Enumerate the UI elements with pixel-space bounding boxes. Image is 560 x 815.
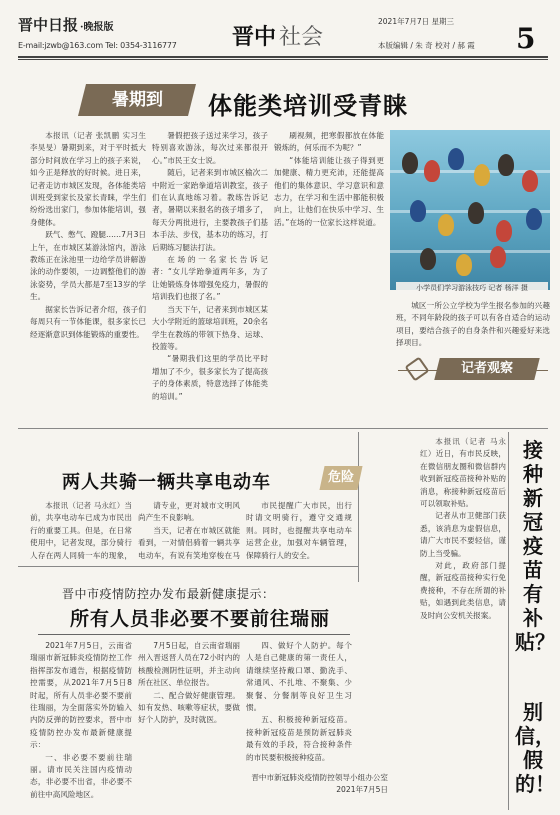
story1-paragraph: 暑假把孩子送过来学习，孩子特别喜欢游泳，每次过来都很开心。”市民王女士说。	[152, 131, 268, 165]
story2-paragraph	[30, 500, 132, 562]
story3-paragraph: 一、非必要不要前往瑞丽。请市民关注国内疫情动态，非必要不出省，非必要不前往中高风险地区。	[30, 752, 132, 799]
story3-paragraph: 2021年7月5日，云南省瑞丽市新冠肺炎疫情防控工作指挥部发布通告，根据疫情防控需要，从2021年7月5日8时起，所有人员非必要不要前往瑞丽，为全面落实外防输入内防反弹的防控要求，晋中市疫情防控办发布最新健康提示：	[30, 641, 132, 750]
contact-line: E-mail:jzwb@163.com Tel: 0354-3116777	[18, 41, 177, 50]
section-divider	[18, 428, 548, 429]
section-subname: 社会	[279, 25, 324, 50]
swimmer-figure	[526, 208, 542, 230]
story2-paragraph: 市民提醒广大市民，出行时请文明骑行，遵守交通规则。同时，也提醒共享电动车运营企业，加强对车辆管理，保障骑行人的安全。	[246, 501, 352, 560]
swimmer-figure	[474, 164, 490, 186]
story2-paragraph: 请专业，更对城市文明风尚产生不良影响。	[138, 501, 240, 523]
story1-title: 体能类培训受青睐	[208, 92, 408, 120]
story1-badge-label: 暑期到	[111, 90, 163, 110]
story1-paragraph: 刷视频，把寒假都放在体能锻炼的，何乐而不为呢？”	[274, 131, 384, 153]
story1-paragraph: 当天下午，记者来到市城区某大小学附近的篮球培训班，20余名学生在教练的带领下热身、运球、投篮等。	[152, 304, 268, 351]
story4-vertical-subtitle: 别信，假的！	[515, 700, 555, 796]
swimmer-figure	[420, 248, 436, 270]
masthead	[0, 0, 560, 62]
story2-danger-label: 危险	[327, 470, 354, 485]
story4-byline: 本报讯（记者 马永红）	[420, 437, 506, 459]
issue-date: 2021年7月7日 星期三	[378, 17, 455, 26]
section-name: 晋中	[232, 25, 277, 50]
masthead-rule-thin	[18, 59, 548, 60]
swimmer-figure	[410, 200, 426, 222]
story1-byline-text: 本报讯（记者 张凯鹏 实习生 李昊旻）	[30, 131, 146, 153]
story3-kicker: 晋中市疫情防控办发布最新健康提示：	[62, 587, 275, 601]
observer-tag	[434, 358, 539, 380]
story1-paragraph: 跃气、憋气、蹬腿……7月3日上午，在市城区某游泳馆内，游泳教练正在泳池里一边给学员讲解游泳的动作要领，一边调整他们的游泳姿势，学员大都是7至13岁的学生。	[30, 230, 146, 302]
story3-signature: 晋中市新冠肺炎疫情防控领导小组办公室 2021年7月5日	[251, 773, 388, 794]
column-divider	[508, 432, 509, 810]
pen-icon	[404, 356, 429, 381]
observer-tag-label: 记者观察	[460, 361, 513, 376]
story1-paragraph: 城区一所公立学校为学生报名参加的兴趣班，不同年龄段的孩子可以有各自适合的运动项目，要结合孩子的自身条件和兴趣爱好来选择项目。	[396, 301, 550, 348]
brand-name: 晋中日报	[18, 16, 79, 34]
swimmer-figure	[468, 202, 484, 224]
story1-paragraph: 在场的一名家长告诉记者：“女儿学跆拳道两年多，为了让她锻炼身体增强免疫力，暑假的培训我们也报了名。”	[152, 255, 268, 302]
story4-paragraph: 对此，政府部门提醒，新冠疫苗接种实行免费接种，不存在所谓的补贴，如遇到此类信息，请及时向公安机关报案。	[420, 561, 506, 620]
story2-column-2	[138, 500, 240, 562]
story2-text: 当前，共享电动车已成为市民出行的重要工具。但是，在日常使用中，记者发现，部分骑行人存在两人同骑一车的现象，	[30, 501, 132, 560]
story4-paragraph: 记者从市卫健部门获悉，该消息为虚假信息，请广大市民不要轻信，谨防上当受骗。	[420, 511, 506, 558]
story2-danger-tag	[319, 466, 362, 490]
story2-byline: 本报讯（记者 马永红）	[45, 501, 125, 510]
story1-paragraph: 据家长告诉记者介绍，孩子们每周只有一节体能课，很多家长已经逐渐意识到体能锻炼的重要性。	[30, 304, 146, 339]
story1-column-1	[30, 130, 146, 414]
swimmer-figure	[438, 214, 454, 236]
story2-paragraph: 当天，记者在市城区就能看到，一对情侣骑着一辆共享电动车，有说有笑地穿梭在马	[138, 525, 240, 560]
section-title	[232, 20, 323, 51]
pool-lane-line	[390, 250, 550, 253]
story3-paragraph: 五、积极接种新冠疫苗。接种新冠疫苗是预防新冠肺炎最有效的手段，符合接种条件的市民要积极接种疫苗。	[246, 715, 352, 762]
swimmer-figure	[402, 152, 418, 174]
story4-column	[420, 436, 506, 810]
story4-paragraph	[420, 436, 506, 510]
story1-byline	[30, 130, 146, 229]
story2-column-3	[246, 500, 352, 562]
story1-column-2	[152, 130, 268, 414]
story3-column-1	[30, 640, 132, 810]
story3-paragraph: 四、做好个人防护。每个人是自己健康的第一责任人，请继续坚持戴口罩、勤洗手、常通风、不扎堆、不聚集、少聚餐、分餐制等良好卫生习惯。	[246, 641, 352, 713]
swimmer-figure	[424, 160, 440, 182]
photo-caption: 小学员们学习游泳技巧 记者 杨洋 摄	[396, 282, 548, 294]
story1-paragraph: “体能培训能让孩子得到更加健康、精力更充沛，还能提高他们的集体意识、学习意识和意志力，在学习和生活中都能积极向上，让他们在快乐中学习、生活。”在场的一位家长这样说道。	[274, 155, 384, 227]
story1-column-4	[396, 300, 550, 354]
story1-paragraph: “暑期我们这里的学员比平时增加了不少，很多家长为了提高孩子的身体素质，特意选择了体能类的培训。”	[152, 354, 268, 401]
story1-column-3	[274, 130, 384, 414]
story4-vertical-title: 接种新冠疫苗有补贴？	[515, 438, 555, 654]
story2-column-1	[30, 500, 132, 562]
story4-text: 近日，有市民反映，在微信朋友圈和微信群内收到新冠疫苗接种补贴的消息，称接种新冠疫苗后可以领取补贴。	[420, 449, 506, 509]
swimmer-figure	[456, 254, 472, 276]
story3-column-3	[246, 640, 352, 768]
swimming-photo	[390, 130, 550, 290]
story3-paragraph: 二、配合做好健康管理。如有发热、咳嗽等症状，要做好个人防护，及时就医。	[138, 690, 240, 725]
page-number: 5	[516, 22, 536, 55]
story1-paragraph: 暑期到来，对于平时抵大部分时间放在学习上的孩子来说，如今正是释放的好时候。进日来，记者走访市城区发现，各体能类培训班受到家长及家长青睐，学生们纷纷选出家门，参加体能培训，强身健体。	[30, 143, 146, 227]
swimmer-figure	[490, 246, 506, 268]
editor-line: 本版编辑 / 朱 奇 校对 / 郝 霞	[378, 41, 475, 50]
swimmer-figure	[496, 220, 512, 242]
swimmer-figure	[448, 148, 464, 170]
section-divider	[18, 566, 358, 567]
swimmer-figure	[498, 154, 514, 176]
column-divider	[358, 432, 359, 582]
story3-title: 所有人员非必要不要前往瑞丽	[70, 608, 331, 630]
newspaper-brand	[18, 14, 114, 35]
swimmer-figure	[522, 170, 538, 192]
brand-edition: ·晚报版	[80, 22, 114, 33]
story1-paragraph: 随后，记者来到市城区榆次二中附近一家跆拳道培训教室，孩子们在认真地练习着。教练告诉记者，暑期以来报名的孩子增多了，每天分两批进行，主要教孩子们基本手法、步伐，基本功的练习，打后期练习腿法打法。	[152, 168, 268, 252]
story3-title-rule	[38, 634, 350, 635]
story2-title: 两人共骑一辆共享电动车	[62, 472, 271, 493]
story3-column-2	[138, 640, 240, 810]
story3-paragraph: 7月5日起，自云南省瑞丽州入晋返晋人员在72小时内的核酸检测阴性证明，并主动向所在社区、单位报告。	[138, 641, 240, 688]
story1-badge	[78, 84, 196, 116]
story1-headline	[82, 84, 482, 118]
masthead-rule	[18, 56, 548, 58]
